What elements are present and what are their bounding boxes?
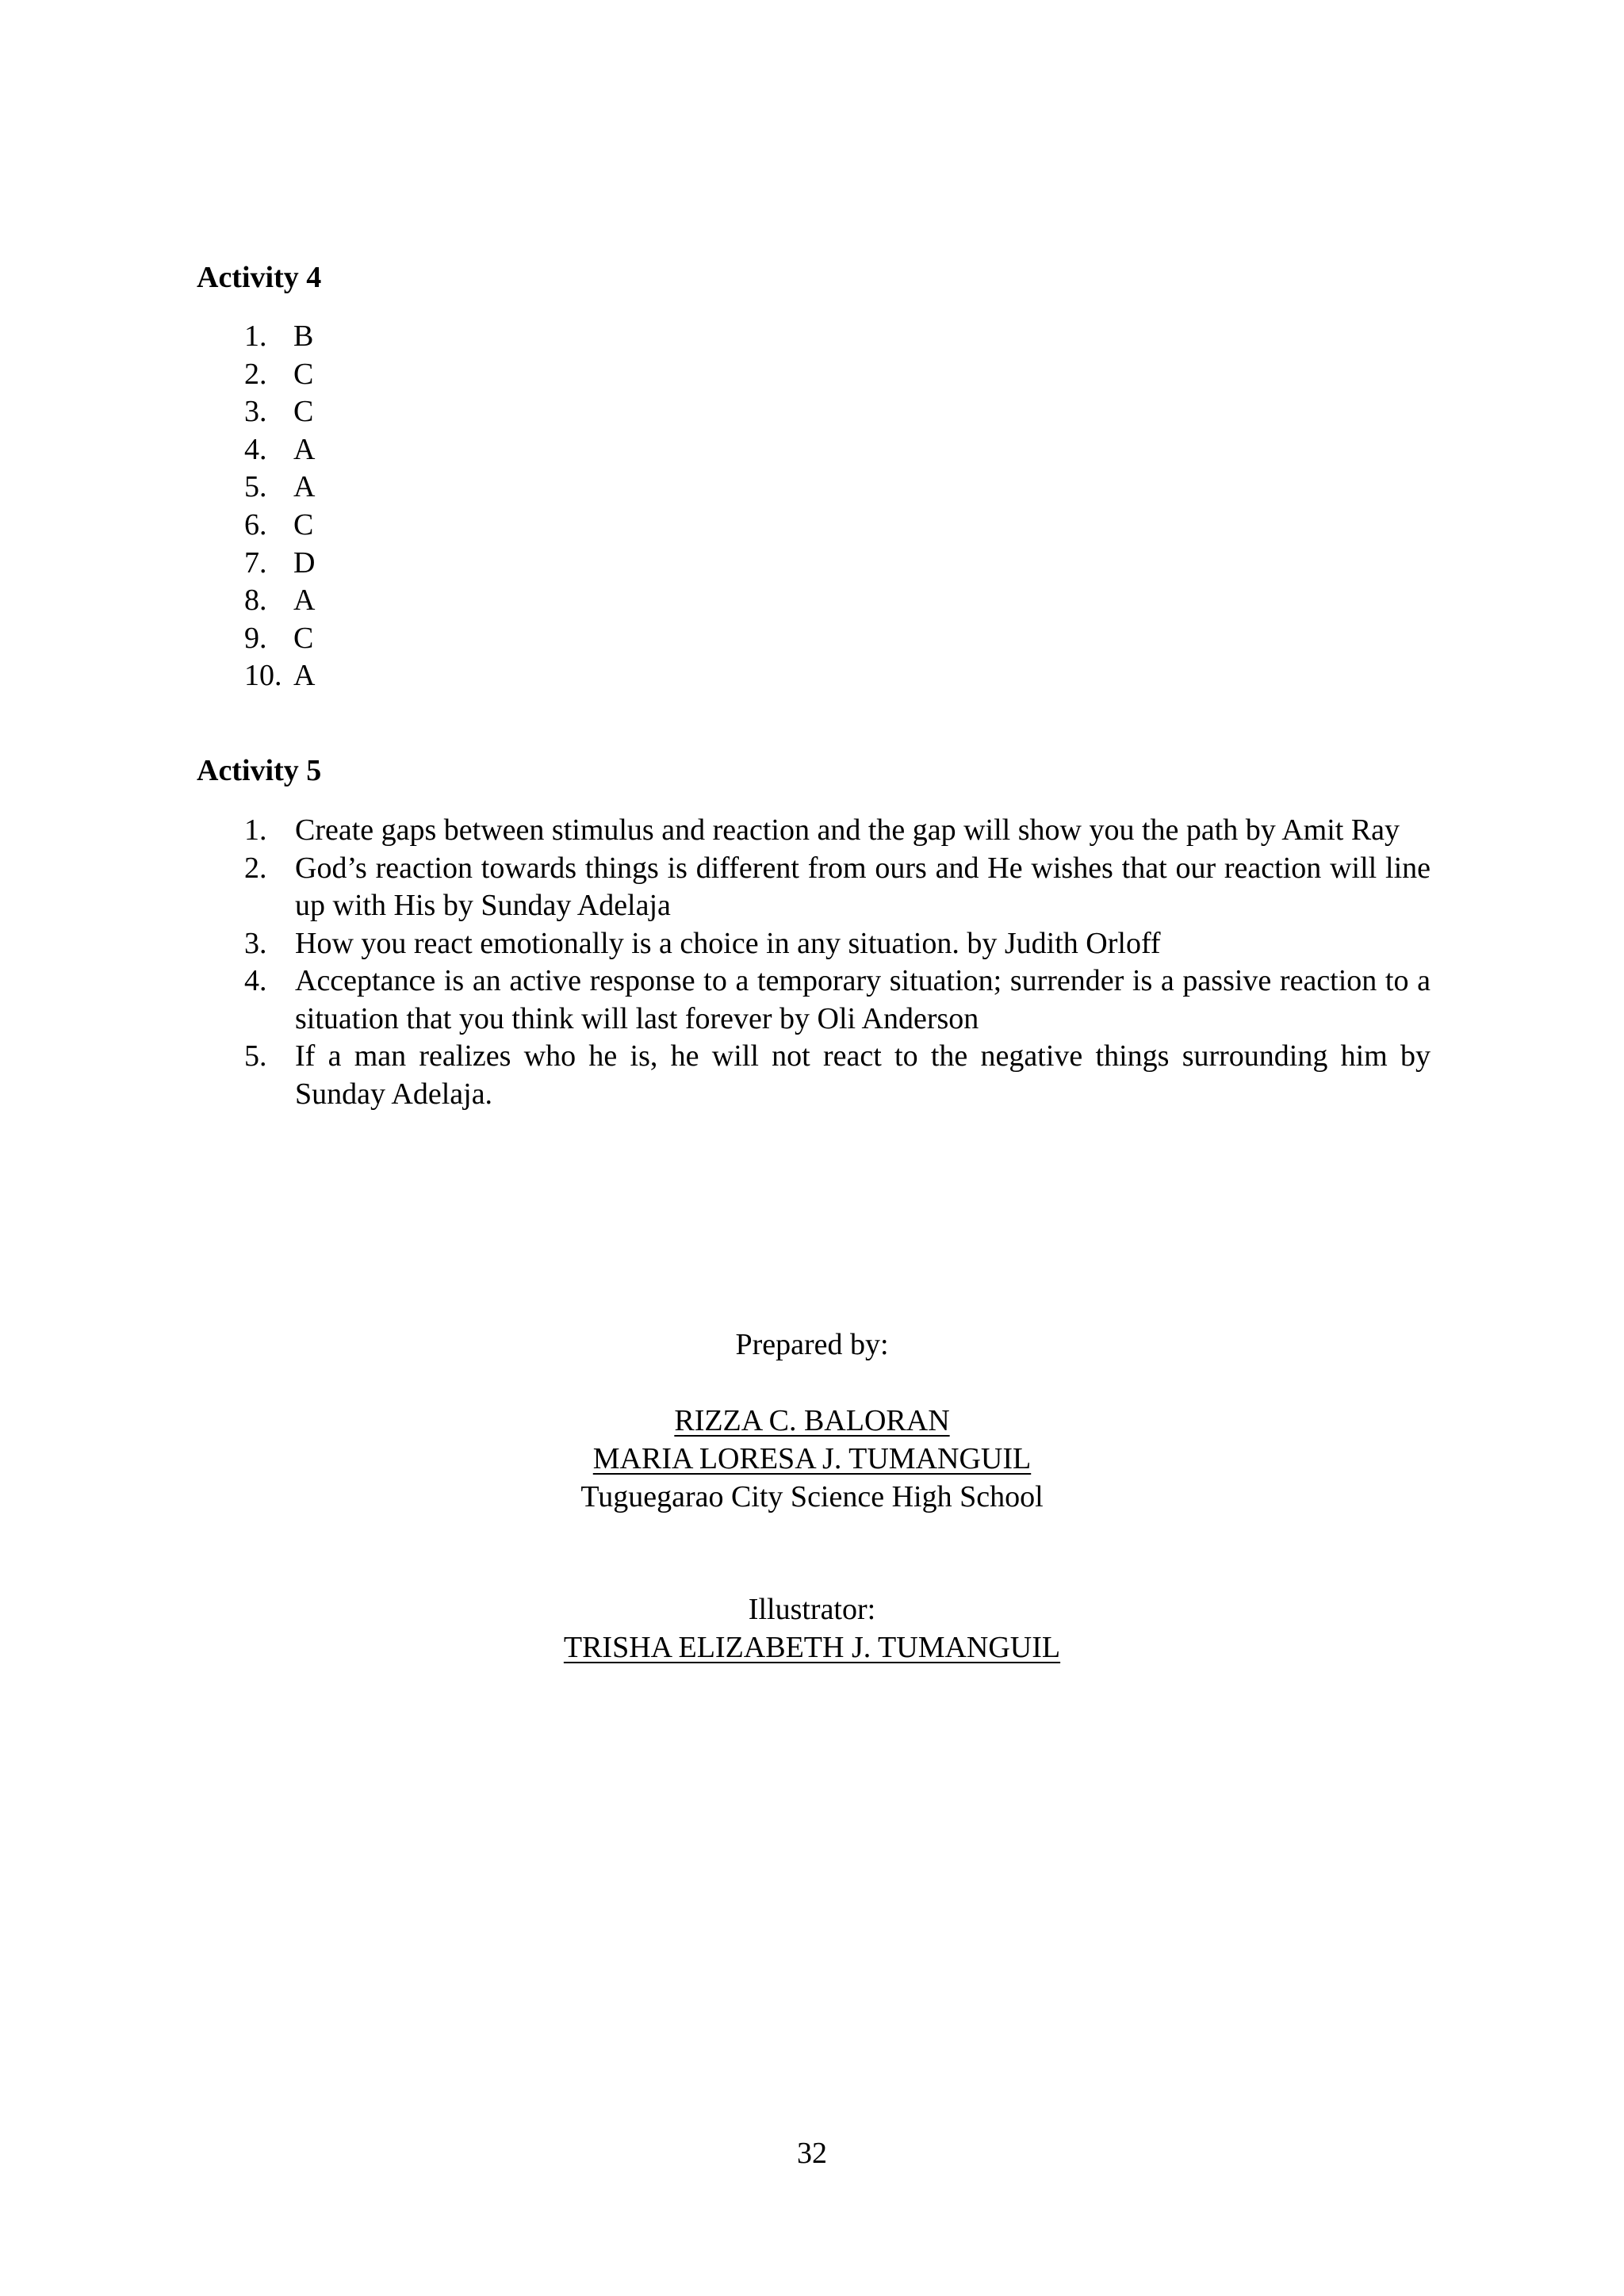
item-text: God’s reaction towards things is different from ours and He wishes that our reaction will line up with His by Sunday Adelaja — [295, 851, 1431, 922]
illustrator-label: Illustrator: — [748, 1593, 876, 1626]
item-answer: C — [293, 357, 314, 391]
illustrator-block — [0, 1590, 1624, 1667]
item-answer: A — [293, 659, 316, 693]
item-text: If a man realizes who he is, he will not react to the negative things surrounding him by Sunday Adelaja. — [295, 1039, 1431, 1111]
activity-4-answer-list — [244, 318, 403, 695]
school-name: Tuguegarao City Science High School — [580, 1480, 1044, 1513]
item-number: 4. — [244, 964, 267, 997]
item-answer: A — [293, 584, 316, 618]
item-number: 2. — [244, 851, 267, 885]
item-text: How you react emotionally is a choice in any situation. by Judith Orloff — [295, 926, 1161, 960]
list-item — [244, 507, 403, 545]
preparer-name: RIZZA C. BALORAN — [674, 1404, 950, 1437]
list-item — [244, 431, 403, 469]
item-number: 1. — [244, 320, 267, 353]
item-answer: A — [293, 470, 316, 504]
item-number: 7. — [244, 545, 267, 580]
activity-5-quote-list — [244, 812, 1431, 1113]
list-item — [244, 962, 1431, 1038]
prepared-by-block — [0, 1326, 1624, 1516]
list-item — [244, 469, 403, 507]
item-number: 3. — [244, 395, 267, 429]
illustrator-name: TRISHA ELIZABETH J. TUMANGUIL — [563, 1631, 1061, 1664]
list-item — [244, 812, 1431, 850]
prepared-by-label: Prepared by: — [735, 1328, 889, 1361]
activity-4-heading: Activity 4 — [197, 261, 322, 294]
item-answer: C — [293, 621, 314, 655]
item-number: 2. — [244, 357, 267, 391]
preparer-name: MARIA LORESA J. TUMANGUIL — [592, 1442, 1032, 1475]
item-text: Acceptance is an active response to a temporary situation; surrender is a passive reaction to a situation that you think will last forever by Oli Anderson — [295, 964, 1431, 1035]
item-number: 9. — [244, 621, 267, 655]
item-number: 5. — [244, 1039, 267, 1073]
item-text: Create gaps between stimulus and reaction and the gap will show you the path by Amit Ray — [295, 813, 1400, 847]
activity-5-heading: Activity 5 — [197, 754, 322, 787]
list-item — [244, 356, 403, 394]
list-item — [244, 620, 403, 658]
item-number: 3. — [244, 926, 267, 960]
list-item — [244, 393, 403, 431]
item-answer: B — [293, 320, 314, 353]
item-number: 8. — [244, 584, 267, 618]
item-number: 4. — [244, 432, 267, 466]
item-answer: C — [293, 507, 314, 541]
item-number: 1. — [244, 813, 267, 847]
page-number: 32 — [797, 2137, 827, 2170]
list-item — [244, 925, 1431, 963]
list-item — [244, 1038, 1431, 1113]
list-item — [244, 657, 403, 695]
list-item — [244, 582, 403, 620]
item-answer: D — [293, 545, 316, 580]
item-number: 5. — [244, 470, 267, 504]
list-item — [244, 545, 403, 583]
list-item — [244, 318, 403, 356]
item-answer: C — [293, 395, 314, 429]
item-number: 6. — [244, 507, 267, 541]
item-answer: A — [293, 432, 316, 466]
item-number: 10. — [244, 659, 282, 693]
list-item — [244, 850, 1431, 925]
